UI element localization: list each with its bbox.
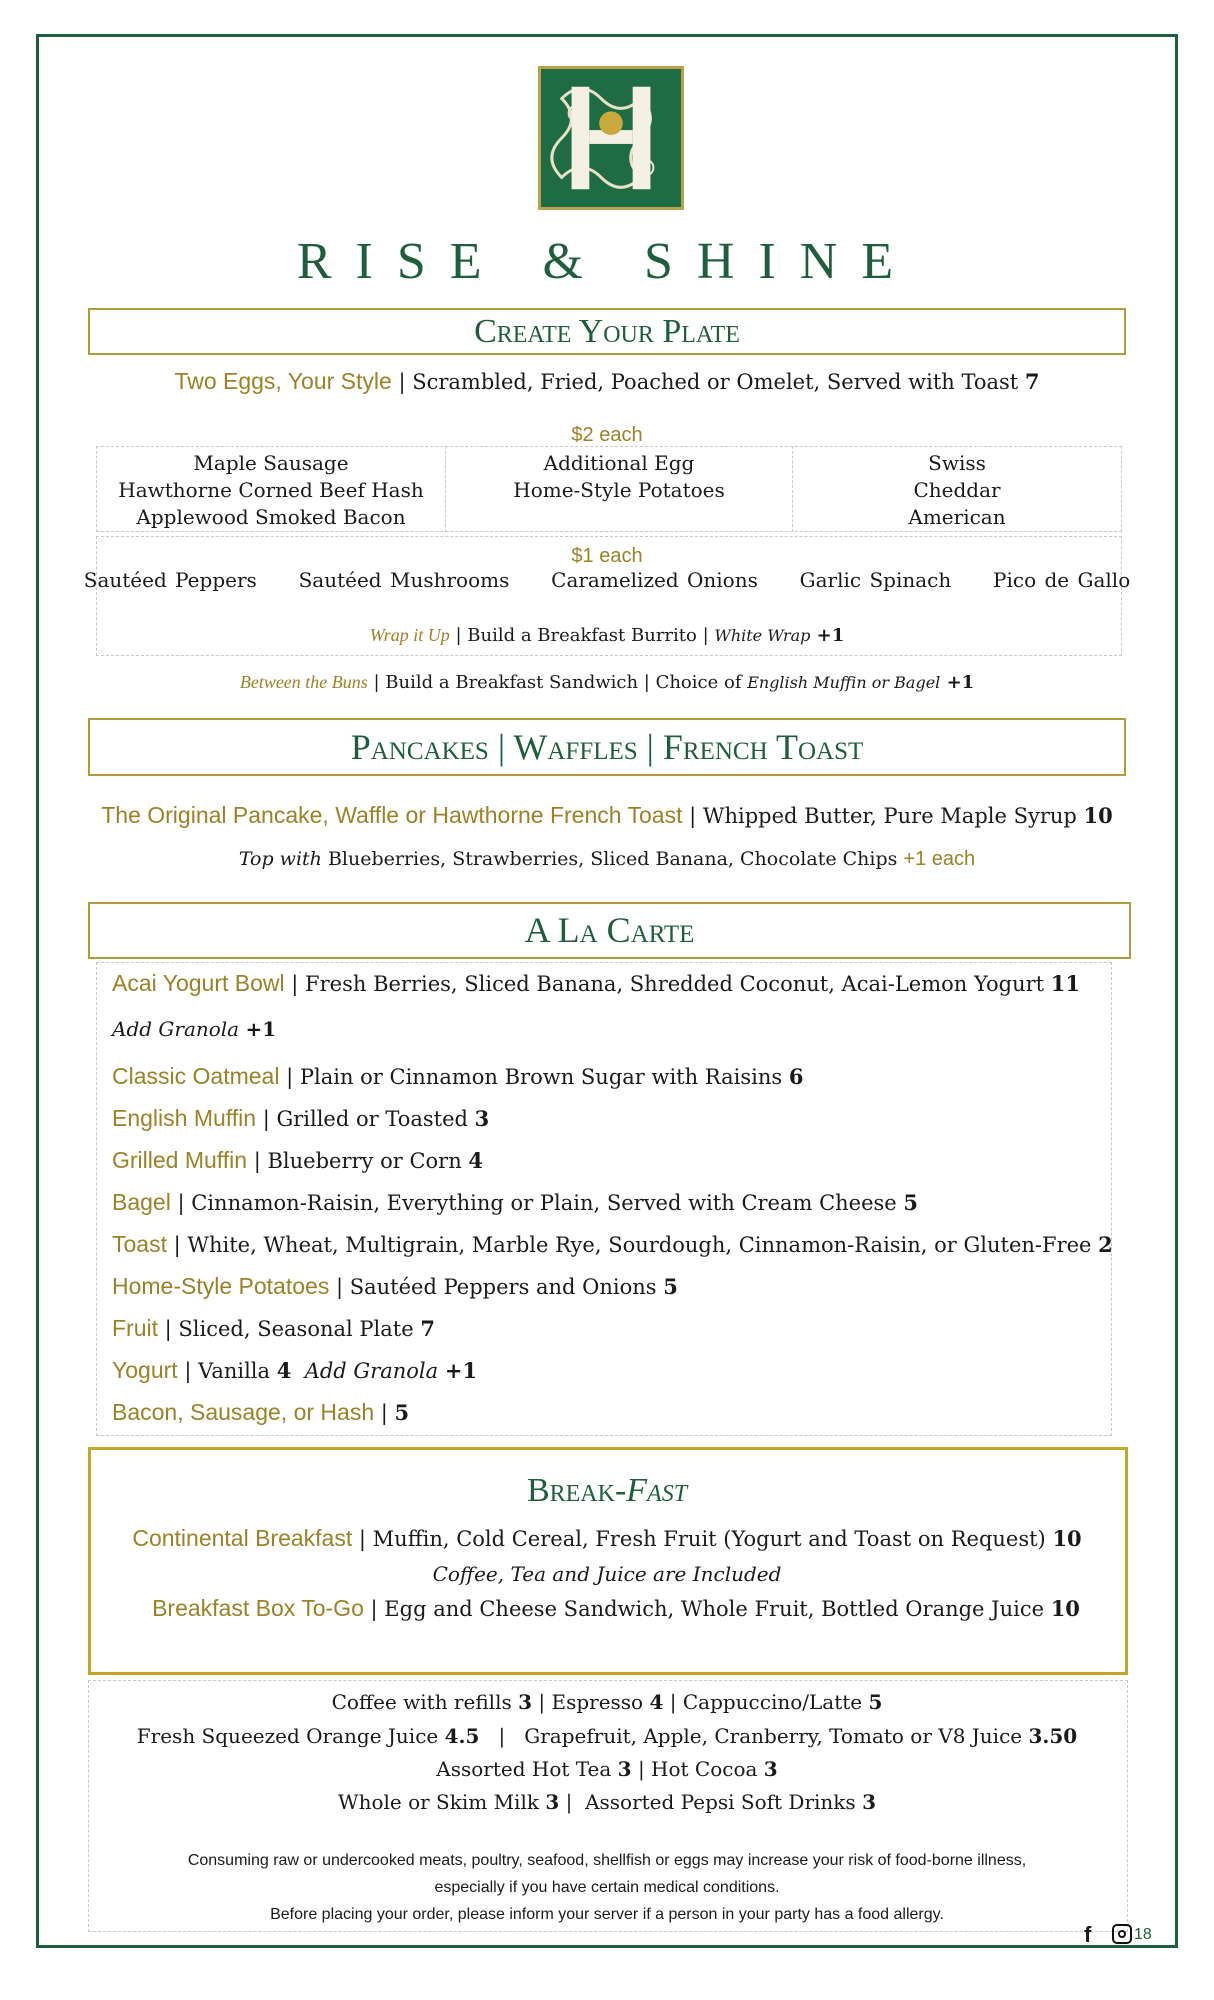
item-name: Yogurt — [112, 1357, 178, 1383]
drink-name: Assorted Hot Tea — [436, 1757, 618, 1781]
heading-part: Break- — [526, 1472, 627, 1509]
drinks-line — [0, 1757, 1214, 1781]
item-name: The Original Pancake, Waffle or Hawthorne French Toast — [101, 802, 683, 828]
toppings-prefix: Top with — [238, 848, 322, 870]
a-la-carte-heading: A La Carte — [88, 902, 1131, 959]
menu-item — [112, 1273, 678, 1300]
cheese-column — [792, 450, 1122, 531]
one-each-label: $1 each — [571, 545, 643, 567]
item-desc: | Cinnamon-Raisin, Everything or Plain, Served with Cream Cheese — [170, 1191, 904, 1215]
menu-item — [112, 1105, 489, 1132]
bacon-line — [112, 1399, 409, 1426]
item-name: Classic Oatmeal — [112, 1063, 280, 1089]
item-name: Two Eggs, Your Style — [174, 368, 392, 394]
two-eggs-line — [0, 368, 1214, 395]
drink-price: 3 — [545, 1790, 560, 1814]
item-price: 11 — [1050, 971, 1080, 996]
item-option: White Wrap — [714, 626, 811, 645]
item-name: Home-Style Potatoes — [112, 1273, 330, 1299]
item-name: Wrap it Up — [369, 625, 450, 645]
item-price: 5 — [394, 1400, 410, 1425]
item-name: Continental Breakfast — [132, 1525, 353, 1551]
item-price: 10 — [1050, 1596, 1080, 1621]
addon-item: Applewood Smoked Bacon — [136, 505, 406, 529]
menu-item — [112, 1147, 483, 1174]
drink-price: 4.5 — [444, 1724, 480, 1748]
sides-column — [446, 450, 792, 504]
menu-item — [112, 1189, 918, 1216]
between-buns-line — [0, 672, 1214, 693]
pancake-line — [0, 802, 1214, 829]
item-name: Acai Yogurt Bowl — [112, 970, 285, 996]
addon-item: Additional Egg — [543, 451, 695, 475]
item-price: +1 — [940, 672, 975, 693]
addon-item: Swiss — [928, 451, 986, 475]
item-price: +1 — [444, 1358, 478, 1383]
break-fast-heading — [0, 1472, 1214, 1510]
item-price: 2 — [1098, 1232, 1113, 1257]
item-desc: | Sliced, Seasonal Plate — [158, 1317, 421, 1341]
included-note: Coffee, Tea and Juice are Included — [432, 1562, 782, 1586]
item-price: 5 — [903, 1190, 919, 1215]
veg-item: Sautéed Peppers — [83, 568, 257, 592]
addon-item: Home-Style Potatoes — [513, 478, 725, 502]
hawthorne-logo — [538, 66, 684, 210]
menu-item — [112, 1315, 435, 1342]
item-name: Grilled Muffin — [112, 1147, 248, 1173]
toppings-price: +1 each — [903, 848, 976, 870]
item-name: English Muffin — [112, 1105, 257, 1131]
item-desc: | Muffin, Cold Cereal, Fresh Fruit (Yogurt and Toast on Request) — [352, 1527, 1053, 1551]
item-price: 10 — [1083, 803, 1113, 828]
addon-item: Maple Sausage — [193, 451, 349, 475]
item-price: 3 — [474, 1106, 490, 1131]
drink-price: 3 — [518, 1690, 533, 1714]
veg-item: Caramelized Onions — [551, 568, 758, 592]
drink-name: | Assorted Pepsi Soft Drinks — [559, 1790, 863, 1814]
drink-name: | Grapefruit, Apple, Cranberry, Tomato or V8 Juice — [479, 1724, 1029, 1748]
item-price: 7 — [1024, 369, 1040, 394]
addon-item: Cheddar — [913, 478, 1001, 502]
item-desc: | White, Wheat, Multigrain, Marble Rye, Sourdough, Cinnamon-Raisin, or Gluten-Free — [166, 1233, 1099, 1257]
item-name: Breakfast Box To-Go — [152, 1595, 364, 1621]
menu-item — [112, 1231, 1113, 1258]
veg-list — [0, 568, 1214, 592]
drink-price: 3 — [617, 1757, 632, 1781]
yogurt-line — [112, 1357, 477, 1384]
toppings-list: Blueberries, Strawberries, Sliced Banana, Chocolate Chips — [321, 848, 904, 870]
toppings-line — [0, 848, 1214, 871]
item-desc: | Fresh Berries, Sliced Banana, Shredded Coconut, Acai-Lemon Yogurt — [284, 972, 1051, 996]
acai-line — [112, 970, 1080, 997]
item-name: Bagel — [112, 1189, 171, 1215]
drinks-line — [0, 1790, 1214, 1814]
menu-item — [112, 1063, 803, 1090]
drink-name: Fresh Squeezed Orange Juice — [136, 1724, 445, 1748]
item-name: Toast — [112, 1231, 167, 1257]
meat-column — [96, 450, 446, 531]
disclaimer-line: Consuming raw or undercooked meats, poultry, seafood, shellfish or eggs may increase your risk of food-borne illness, — [187, 1852, 1027, 1869]
drink-price: 4 — [649, 1690, 664, 1714]
drinks-line — [0, 1724, 1214, 1748]
item-desc: | — [374, 1401, 395, 1425]
drink-name: Coffee with refills — [331, 1690, 519, 1714]
item-desc: | Vanilla — [177, 1359, 277, 1383]
drink-name: | Cappuccino/Latte — [663, 1690, 869, 1714]
granola-line — [112, 1017, 276, 1041]
heading-part: Fast — [626, 1472, 688, 1509]
veg-item: Garlic Spinach — [799, 568, 952, 592]
item-price: 4 — [468, 1148, 484, 1173]
page-code: 18 — [1134, 1926, 1152, 1943]
menu-title: RISE & SHINE — [296, 233, 918, 290]
item-option: English Muffin or Bagel — [747, 673, 941, 692]
item-price: 6 — [788, 1064, 804, 1089]
item-price: 7 — [420, 1316, 435, 1341]
drinks-line — [0, 1690, 1214, 1714]
drink-price: 3.50 — [1028, 1724, 1078, 1748]
drink-name: | Hot Cocoa — [631, 1757, 764, 1781]
item-name: Fruit — [112, 1315, 158, 1341]
drink-price: 3 — [862, 1790, 876, 1814]
item-desc: | Plain or Cinnamon Brown Sugar with Raisins — [279, 1065, 789, 1089]
create-plate-heading: Create Your Plate — [88, 308, 1126, 355]
item-desc: | Blueberry or Corn — [247, 1149, 469, 1173]
two-each-label: $2 each — [571, 424, 643, 446]
item-desc: | Build a Breakfast Burrito | — [449, 625, 715, 646]
facebook-icon[interactable]: f — [1084, 1922, 1092, 1947]
item-desc: | Grilled or Toasted — [256, 1107, 475, 1131]
disclaimer-line: especially if you have certain medical conditions. — [434, 1879, 780, 1896]
continental-line — [0, 1525, 1214, 1552]
item-price: +1 — [810, 625, 845, 646]
item-desc: | Egg and Cheese Sandwich, Whole Fruit, Bottled Orange Juice — [363, 1597, 1051, 1621]
drink-price: 3 — [763, 1757, 778, 1781]
item-desc: | Sautéed Peppers and Onions — [329, 1275, 664, 1299]
drink-price: 5 — [868, 1690, 883, 1714]
item-desc: | Build a Breakfast Sandwich | Choice of — [367, 672, 748, 693]
item-desc: | Scrambled, Fried, Poached or Omelet, Served with Toast — [391, 370, 1025, 394]
item-name: Add Granola — [112, 1017, 240, 1041]
box-to-go-line — [0, 1595, 1214, 1622]
disclaimer-line: Before placing your order, please inform your server if a person in your party has a food allergy. — [270, 1906, 944, 1923]
veg-item: Pico de Gallo — [993, 568, 1131, 592]
item-name: Between the Buns — [239, 672, 368, 692]
item-desc: | Whipped Butter, Pure Maple Syrup — [682, 804, 1084, 828]
item-name: Bacon, Sausage, or Hash — [112, 1399, 375, 1425]
pancakes-heading: Pancakes | Waffles | French Toast — [88, 718, 1126, 776]
drink-name: Whole or Skim Milk — [338, 1790, 546, 1814]
item-price: +1 — [245, 1017, 277, 1041]
drink-name: | Espresso — [532, 1690, 650, 1714]
instagram-icon[interactable] — [1112, 1924, 1132, 1944]
item-option: Add Granola — [304, 1359, 439, 1383]
item-price: 10 — [1052, 1526, 1082, 1551]
addon-item: Hawthorne Corned Beef Hash — [118, 478, 424, 502]
addon-item: American — [908, 505, 1006, 529]
wrap-it-up-line — [0, 625, 1214, 646]
item-price: 4 — [276, 1358, 292, 1383]
veg-item: Sautéed Mushrooms — [298, 568, 510, 592]
item-price: 5 — [663, 1274, 678, 1299]
